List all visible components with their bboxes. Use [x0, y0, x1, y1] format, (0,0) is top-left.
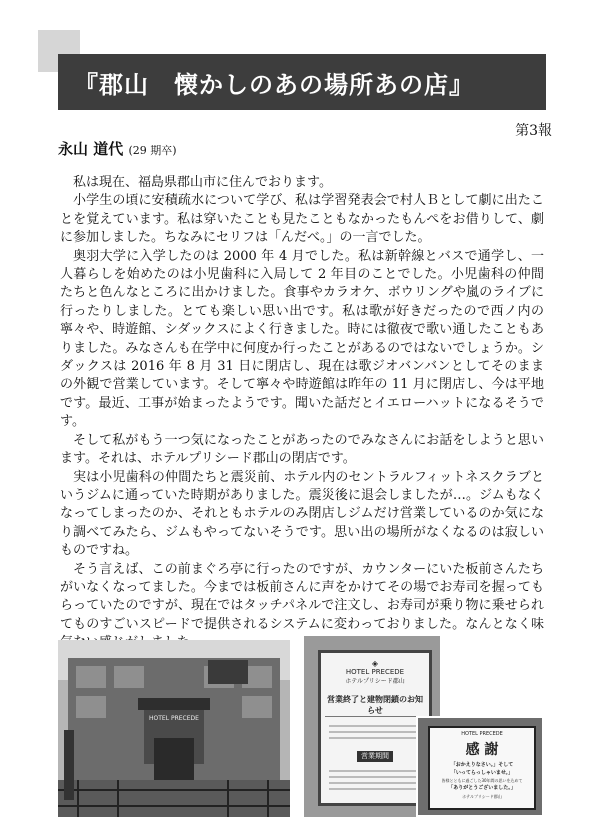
thanks-footer: ホテルプリシード郡山 — [462, 794, 502, 799]
photo-hotel-building — [58, 640, 290, 817]
paragraph: 私は現在、福島県郡山市に住んでおります。 — [73, 175, 332, 190]
issue-number: 第3報 — [515, 123, 552, 139]
thanks-heading: 感 謝 — [465, 742, 499, 758]
title-bar — [58, 54, 546, 110]
author-name: 永山 道代 — [58, 140, 124, 158]
hotel-building-illustration — [58, 640, 290, 817]
author-class: (29 期卒) — [128, 144, 177, 157]
article-body — [60, 174, 544, 653]
thanks-brand: HOTEL PRECEDE — [461, 731, 503, 737]
thanks-sign — [428, 726, 536, 810]
notice-brand-sub: ホテルプリシード郡山 — [345, 678, 405, 685]
notice-highlight: 営業期間 — [357, 751, 393, 762]
thanks-line: 「おかえりなさい。」そして — [450, 762, 514, 768]
building-sign: HOTEL PRECEDE — [149, 715, 199, 722]
notice-heading: 営業終了と建物閉鎖のお知らせ — [327, 695, 423, 715]
page-title: 『郡山 懐かしのあの場所あの店』 — [74, 69, 474, 99]
paragraph: そして私がもう一つ気になったことがあったのでみなさんにお話をしようと思います。それは、ホテルプリシード郡山の閉店です。 — [60, 432, 544, 467]
author-line — [58, 138, 177, 159]
thanks-line: 「いってらっしゃいませ。」 — [450, 770, 514, 776]
hotel-logo-icon: ◈ — [371, 659, 379, 668]
photo-thanks-sign — [416, 716, 544, 817]
paragraph: 奥羽大学に入学したのは 2000 年 4 月でした。私は新幹線とバスで通学し、一人暮らしを始めたのは小児歯科に入局して 2 年目のことでした。小児歯科の仲間たちと色んなところに出かけました。食事やカラオケ、ボウリングや嵐のライブに行ったりしました。とても楽しい思い出です。私は歌が好きだったので西ノ内の寧々や、時遊館、シダックスによく行きました。時には徹夜で歌い通したこともありました。みなさんも在学中に何度か行ったことがあるのではないでしょうか。シダックスは 2016 年 8 月 31 日に閉店し、現在は歌ジオバンバンとしてそのままの外観で営業しています。そして寧々や時遊館は昨年の 11 月に閉店し、今は平地です。最近、工事が始まったようです。聞いた話だとイエローハットになるそうです。 — [60, 248, 544, 430]
thanks-line: 皆様とともに過ごした30年間の思いを込めて — [441, 778, 523, 783]
notice-sign — [318, 650, 432, 806]
paragraph: そう言えば、この前まぐろ亭に行ったのですが、カウンターにいた板前さんたちがいなくなってました。今までは板前さんに声をかけてその場でお寿司を握ってもらっていたのですが、現在ではタッチパネルで注文し、お寿司が乗り物に乗せられてものすごいスピードで提供されるシステムに変わっておりました。なんとなく味 — [60, 561, 544, 632]
notice-body-lines — [321, 725, 429, 790]
paragraph: 実は小児歯科の仲間たちと震災前、ホテル内のセントラルフィットネスクラブというジムに通っていた時期がありました。震災後に退会しましたが…。ジムもなくなってしまったのか、それともホテルのみ閉店しジムだけ営業しているのか気になり調べてみたら、ジムもやってないそうです。思い出の場所がなくなるのは寂しいものですね。 — [60, 469, 544, 559]
paragraph: 小学生の頃に安積疏水について学び、私は学習発表会で村人Ｂとして劇に出たことを覚えています。私は穿いたことも見たこともなかったもんぺをお借りして、劇に参加しました。ちなみにセリフは「んだべ。」の一言でした。 — [60, 193, 544, 246]
thanks-line: 「ありがとうございました。」 — [448, 785, 516, 791]
notice-brand: HOTEL PRECEDE — [345, 668, 405, 676]
